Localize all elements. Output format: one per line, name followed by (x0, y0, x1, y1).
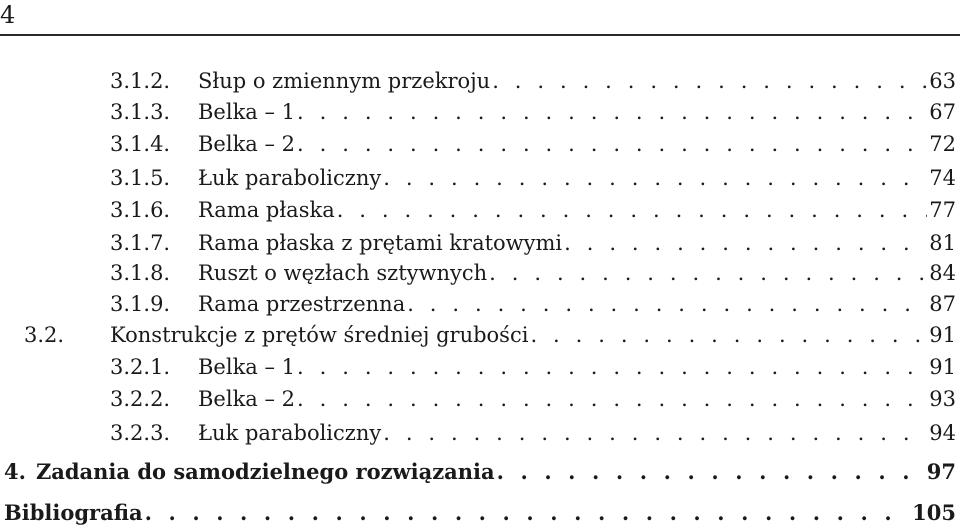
toc-entry-number: 3.2.3. (110, 421, 171, 445)
toc-entry[interactable] (110, 129, 956, 159)
toc-dot-leader (297, 97, 927, 127)
toc-entry-page: 74 (929, 166, 956, 190)
toc-dot-leader (383, 163, 927, 193)
toc-dot-leader (489, 258, 927, 288)
toc-dot-leader (497, 457, 925, 487)
toc-entry-page: 84 (929, 261, 956, 285)
toc-entry-page: 72 (929, 132, 956, 156)
toc-dot-leader (337, 195, 928, 225)
toc-entry-number: 3.1.7. (110, 231, 171, 255)
toc-entry-title: Belka – 2 (198, 387, 296, 411)
toc-entry[interactable] (110, 97, 956, 127)
toc-entry-number: 3.1.5. (110, 166, 171, 190)
toc-entry-title: Łuk paraboliczny (198, 421, 382, 445)
toc-section-number: 3.2. (24, 323, 65, 347)
toc-chapter[interactable] (4, 457, 956, 487)
toc-dot-leader (297, 384, 927, 414)
toc-entry-page: 77 (929, 198, 956, 222)
toc-entry-title: Rama płaska z prętami kratowymi (198, 231, 563, 255)
toc-entry-number: 3.1.6. (110, 198, 171, 222)
toc-entry[interactable] (110, 195, 956, 225)
toc-chapter-number: 4. (4, 459, 26, 484)
toc-entry[interactable] (110, 289, 956, 319)
toc-entry-title: Rama płaska (198, 198, 335, 222)
toc-section-title: Konstrukcje z prętów średniej grubości (110, 323, 529, 347)
toc-entry-number: 3.1.3. (110, 100, 171, 124)
toc-entry[interactable] (110, 66, 956, 96)
toc-section[interactable] (24, 320, 956, 350)
toc-entry-title: Rama przestrzenna (198, 292, 406, 316)
toc-entry[interactable] (110, 352, 956, 382)
toc-dot-leader (297, 129, 927, 159)
toc-chapter-title: Bibliografia (4, 500, 143, 525)
toc-entry-page: 93 (929, 387, 956, 411)
toc-entry-title: Ruszt o węzłach sztywnych (198, 261, 488, 285)
header-rule (0, 34, 960, 36)
toc-section-page: 91 (929, 323, 956, 347)
toc-entry-page: 94 (929, 421, 956, 445)
toc-entry-number: 3.1.4. (110, 132, 171, 156)
toc-chapter[interactable] (4, 498, 956, 528)
toc-entry[interactable] (110, 163, 956, 193)
toc-entry-title: Belka – 1 (198, 100, 296, 124)
toc-chapter-page: 105 (912, 500, 956, 525)
toc-dot-leader (530, 320, 927, 350)
toc-entry-number: 3.1.8. (110, 261, 171, 285)
toc-entry-title: Belka – 2 (198, 132, 296, 156)
toc-dot-leader (383, 418, 927, 448)
toc-entry[interactable] (110, 384, 956, 414)
toc-dot-leader (564, 228, 927, 258)
toc-entry-title: Łuk paraboliczny (198, 166, 382, 190)
toc-entry-page: 67 (929, 100, 956, 124)
toc-entry-title: Belka – 1 (198, 355, 296, 379)
toc-entry-number: 3.2.2. (110, 387, 171, 411)
toc-dot-leader (492, 66, 927, 96)
toc-entry-number: 3.1.9. (110, 292, 171, 316)
toc-chapter-title: Zadania do samodzielnego rozwiązania (35, 459, 495, 484)
toc-entry-page: 63 (929, 69, 956, 93)
toc-entry[interactable] (110, 418, 956, 448)
toc-entry-page: 87 (929, 292, 956, 316)
toc-dot-leader (145, 498, 911, 528)
toc-entry-page: 81 (929, 231, 956, 255)
toc-dot-leader (297, 352, 927, 382)
toc-entry-number: 3.1.2. (110, 69, 171, 93)
toc-entry[interactable] (110, 228, 956, 258)
toc-entry-title: Słup o zmiennym przekroju (198, 69, 491, 93)
toc-chapter-page: 97 (926, 459, 956, 484)
toc-entry[interactable] (110, 258, 956, 288)
toc-dot-leader (407, 289, 927, 319)
toc-entry-page: 91 (929, 355, 956, 379)
toc-entry-number: 3.2.1. (110, 355, 171, 379)
page-number: 4 (0, 1, 16, 29)
